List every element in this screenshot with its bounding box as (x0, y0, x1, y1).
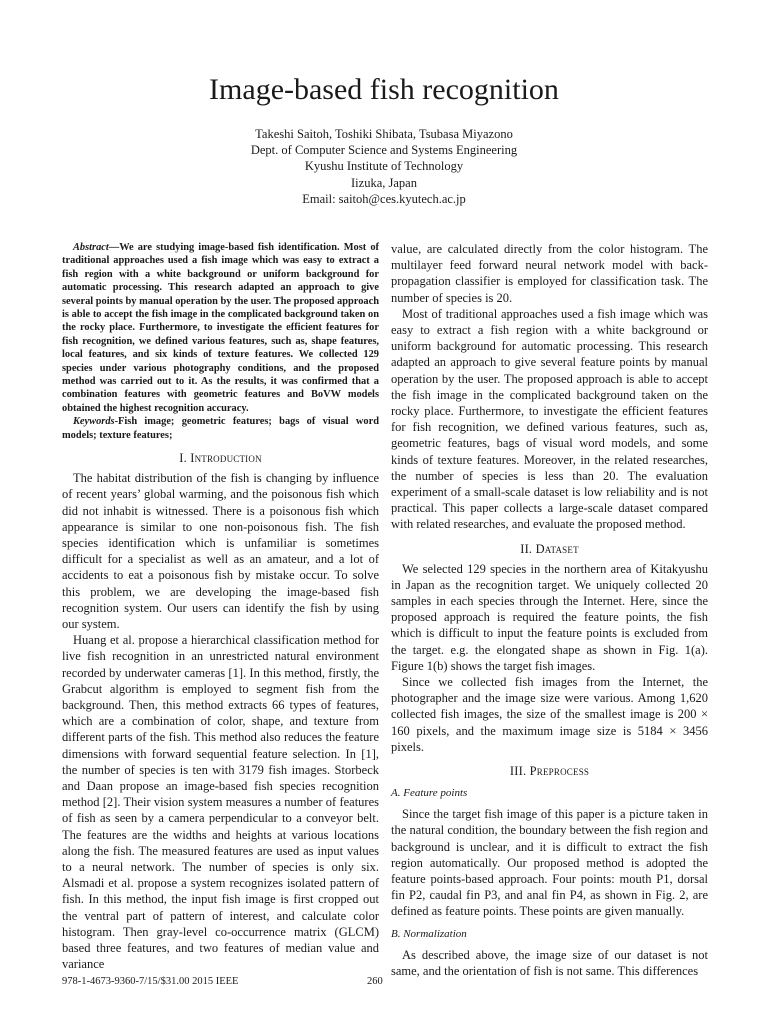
paper-title: Image-based fish recognition (209, 73, 559, 106)
page-number: 260 (367, 976, 383, 987)
abstract (62, 241, 379, 415)
intro-paragraph-1: The habitat distribution of the fish is changing by influence of recent years’ global warming, and the poisonous fish which did not inhabit is witnessed. There is a poisonous fish which appearance is similar to one non-poisonous fish. The fish species identification which is unfamiliar is sometimes difficult for a specialist as well as an amateur, and a lot of accidents to eat a poisonous fish by mistake occur. To solve this problem, we are developing the image-based fish recognition system. Our users can identify the fish by using our system. (62, 471, 379, 631)
intro-paragraph-2: Huang et al. propose a hierarchical classification method for live fish recognition in an unrestricted natural environment recorded by underwater cameras [1]. In this method, firstly, the Grabcut algorithm is employed to segment fish from the background. Then, this method extracts 66 types of features, which are a combination of color, shape, and texture from different parts of the fish. This method also reduces the feature dimensions with forward sequential feature selection. In [1], the number of species is ten with 3179 fish images. Storbeck and Daan propose an image-based fish species recognition method [2]. Their vision system measures a number of features of fish as seen by a camera perpendicular to a conveyor belt. The features are the widths and heights at various locations along the fish. The measured features are used as input values to a neural network. The number of species is only six. Alsmadi et al. propose a system recognizes isolated pattern of fish. In this method, the input fish image is first cropped out the ventral part of pattern of interest, and calculate color histogram. Then gray-level co-occurrence matrix (GLCM) based three features, and two features of median value and variance (62, 633, 379, 972)
author-block (0, 126, 768, 207)
author-names: Takeshi Saitoh, Toshiki Shibata, Tsubasa Miyazono (255, 127, 513, 141)
feature-points-paragraph: Since the target fish image of this paper is a picture taken in the natural condition, the boundary between the fish region and background is unclear, and it is difficult to extract the fish region automatically. Our proposed method is adopted the feature points-based approach. Four points: mouth P1, dorsal fin P2, caudal fin P3, and anal fin P4, as shown in Fig. 2, are defined as feature points. These points are given manually. (391, 807, 708, 919)
section-heading-dataset: II. Dataset (520, 541, 579, 556)
abstract-label: Abstract (73, 242, 109, 253)
author-email: Email: saitoh@ces.kyutech.ac.jp (302, 191, 466, 206)
author-department: Dept. of Computer Science and Systems Engineering (250, 143, 518, 158)
subsection-heading-feature-points: A. Feature points (391, 787, 468, 800)
normalization-paragraph: As described above, the image size of our dataset is not same, and the orientation of fish is not same. This differences (391, 947, 708, 978)
abstract-text: —We are studying image-based fish identification. Most of traditional approaches used a fish image which was easy to extract a fish region with a white background or uniform background for automatic processing. This research adapted an approach to give several points by manual operation by the user. The proposed approach is able to accept the fish image in the complicated background taken on the rocky place. Furthermore, to investigate the efficient features for fish recognition, we defined various features, such as, shape features, local features, and six kinds of texture features. We collected 129 species under various photography conditions, and the proposed method was carried out to it. As the results, it was confirmed that a combination features with geometric features and BoVW models obtained the highest recognition accuracy. (62, 242, 379, 414)
keywords-label: Keywords (73, 416, 115, 428)
intro-paragraph-3: Most of traditional approaches used a fish image which was easy to extract a fish region with a white background or uniform background for automatic processing. This research adapted an approach to give several feature points by manual operation by the user. The proposed approach is able to accept the fish image in the complicated background taken on the rocky place. Furthermore, to investigate the efficient features for fish recognition, we defined various features, such as, geometric features, bags of visual word models, and some kinds of texture features. Moreover, in the related researches, the number of species is less than 20. The evaluation experiment of a small-scale dataset is low reliability and is not practical. This paper collects a large-scale dataset compared with related researches, and evaluate the proposed method. (391, 306, 708, 532)
section-heading-introduction: I. Introduction (179, 451, 262, 466)
dataset-paragraph-2: Since we collected fish images from the Internet, the photographer and the image size were various. Among 1,620 collected fish images, the size of the smallest image is 200 × 160 pixels, and the maximum image size is 5184 × 3456 pixels. (391, 675, 708, 754)
section-heading-preprocess: III. Preprocess (509, 764, 590, 779)
keywords (62, 415, 379, 442)
right-column (391, 241, 708, 979)
subsection-heading-normalization: B. Normalization (391, 927, 467, 940)
dataset-paragraph-1: We selected 129 species in the northern area of Kitakyushu in Japan as the recognition target. We uniquely collected 20 samples in each species through the Internet. Here, since the proposed approach is required the feature points, the fish which is difficult to input the feature points is excluded from the target. e.g. the elongated shape as shown in Fig. 1(a). Figure 1(b) shows the target fish images. (391, 561, 708, 673)
author-city: Iizuka, Japan (351, 175, 417, 190)
author-institute: Kyushu Institute of Technology (304, 159, 464, 174)
left-column (62, 241, 379, 972)
intro-paragraph-continued: value, are calculated directly from the color histogram. The multilayer feed forward neural network model with back-propagation classifier is employed for classification task. The number of species is 20. (391, 242, 708, 305)
keywords-text: -Fish image; geometric features; bags of visual word models; texture features; (62, 416, 379, 441)
footer-isbn: 978-1-4673-9360-7/15/$31.00 2015 IEEE (62, 976, 239, 987)
